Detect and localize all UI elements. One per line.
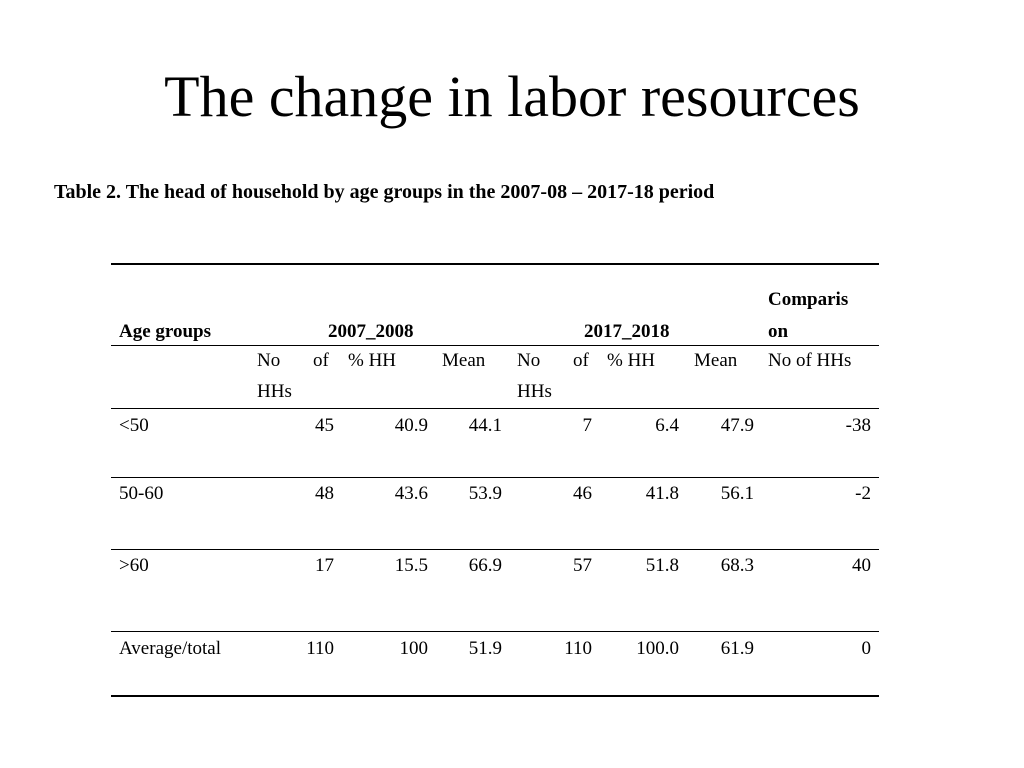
row-no-hhs-2017: 57 [573,555,592,576]
subheader-no-of-hhs: No of HHs [768,350,852,371]
subheader-pct-hh-1: % HH [348,350,397,371]
row-comparison: 40 [852,555,871,576]
header-comparison-line1: Comparis [768,289,849,310]
row-no-hhs-2017: 110 [564,638,592,659]
subheader-no-of-1: HHs [257,381,292,402]
row-age-group: 50-60 [119,483,164,504]
header-age-groups: Age groups [119,321,212,342]
row-no-hhs-2007: 48 [315,483,334,504]
row-pct-hh-2017: 51.8 [645,555,679,576]
subheader-no-of-2: of [573,350,589,371]
subheader-mean-1: Mean [442,350,486,371]
row-age-group: >60 [119,555,149,576]
slide-title: The change in labor resources [164,64,860,129]
row-pct-hh-2007: 40.9 [394,415,428,436]
row-comparison: 0 [861,638,871,659]
row-mean-2007: 44.1 [468,415,502,436]
row-pct-hh-2007: 43.6 [394,483,428,504]
row-pct-hh-2007: 15.5 [394,555,428,576]
row-divider [111,549,879,550]
subheader-no-of-1: of [313,350,329,371]
row-pct-hh-2007: 100 [399,638,428,659]
row-no-hhs-2017: 46 [573,483,592,504]
subheader-rule [111,408,879,409]
table-caption: Table 2. The head of household by age groups in the 2007-08 – 2017-18 period [54,181,715,203]
row-no-hhs-2007: 110 [306,638,334,659]
row-mean-2017: 56.1 [720,483,754,504]
row-mean-2017: 47.9 [720,415,754,436]
row-pct-hh-2017: 41.8 [645,483,679,504]
row-mean-2007: 53.9 [468,483,502,504]
row-divider [111,477,879,478]
row-mean-2017: 61.9 [720,638,754,659]
table-top-rule [111,263,879,265]
row-comparison: -2 [855,483,871,504]
row-pct-hh-2017: 6.4 [655,415,679,436]
data-table [111,263,879,697]
subheader-pct-hh-2: % HH [607,350,656,371]
subheader-mean-2: Mean [694,350,738,371]
row-no-hhs-2007: 17 [315,555,334,576]
row-mean-2017: 68.3 [720,555,754,576]
header-period-2007-2008: 2007_2008 [328,321,414,342]
row-pct-hh-2017: 100.0 [636,638,679,659]
row-comparison: -38 [845,415,871,436]
subheader-no-of-1: No [257,350,281,371]
subheader-no-of-2: HHs [517,381,552,402]
table-bottom-rule [111,695,879,697]
subheader-no-of-2: No [517,350,541,371]
row-no-hhs-2007: 45 [315,415,334,436]
header-rule [111,345,879,346]
row-no-hhs-2017: 7 [582,415,592,436]
row-mean-2007: 51.9 [468,638,502,659]
header-comparison-line2: on [768,321,789,342]
header-period-2017-2018: 2017_2018 [584,321,670,342]
row-mean-2007: 66.9 [468,555,502,576]
row-age-group: <50 [119,415,149,436]
row-divider [111,631,879,632]
row-age-group: Average/total [119,638,221,659]
